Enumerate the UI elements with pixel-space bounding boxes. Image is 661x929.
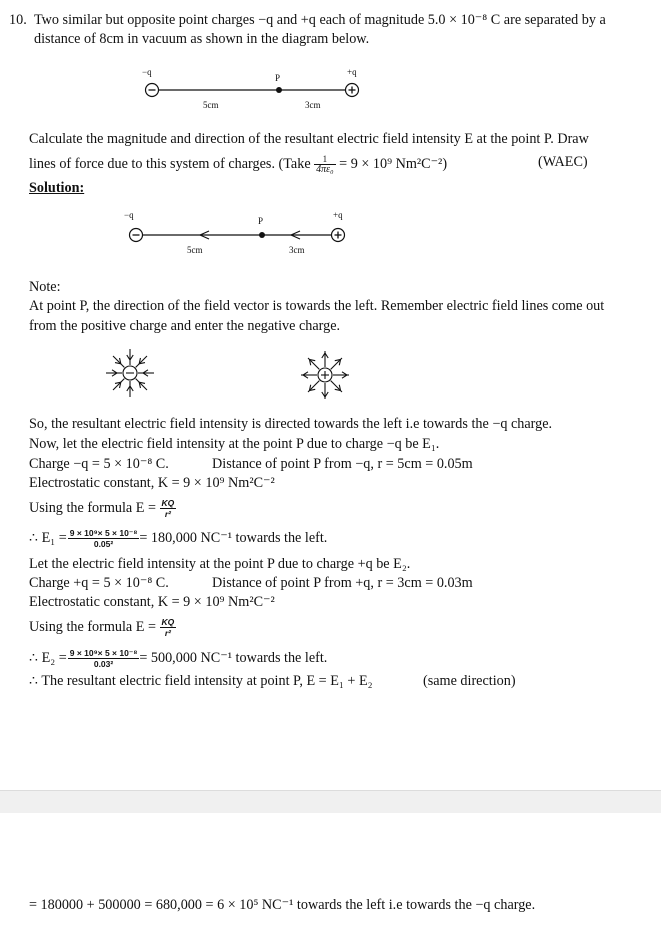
e1-denominator: 0.05² [93, 539, 114, 549]
note-line-2: from the positive charge and enter the negative charge. [29, 318, 341, 334]
diagram1-p-label: P [275, 73, 281, 83]
formula-numerator: KQ [161, 498, 175, 508]
diagram2-left-distance: 5cm [187, 245, 203, 255]
working-line-2: Now, let the electric field intensity at the point P due to charge −q be E₁. [29, 436, 440, 452]
e2-numerator: 9 × 10⁹× 5 × 10⁻⁸ [69, 648, 138, 658]
working-formula-2 [29, 617, 176, 638]
e1-fraction [68, 528, 140, 549]
question-source: (WAEC) [538, 154, 588, 170]
diagram-2 [130, 229, 345, 242]
constant-denominator: 4πε₀ [316, 164, 334, 175]
question-line-4-value: = 9 × 10⁹ Nm²C⁻²) [339, 155, 448, 172]
working-formula-1 [29, 498, 176, 519]
positive-charge-field-lines [301, 351, 349, 399]
question-line-1: Two similar but opposite point charges −q and +q each of magnitude 5.0 × 10⁻⁸ C are separated by a [34, 12, 606, 28]
diagram1-right-distance: 3cm [305, 100, 321, 110]
field-line [136, 379, 147, 390]
constant-fraction [314, 154, 335, 175]
working-line-7: Let the electric field intensity at the point P due to charge +q be E₂. [29, 556, 411, 572]
page-break [0, 790, 661, 813]
e1-prefix: ∴ E₁ = [29, 529, 67, 546]
formula-denominator: r² [164, 628, 171, 638]
e2-fraction [68, 648, 140, 669]
working-line-1: So, the resultant electric field intensity is directed towards the left i.e towards the −q charge. [29, 416, 553, 432]
diagram-1 [146, 84, 359, 97]
diagram1-neg-label: −q [142, 67, 152, 77]
working-e2 [29, 648, 327, 669]
formula-label: Using the formula E = [29, 499, 156, 516]
question-number: 10. [9, 12, 27, 28]
question-line-4-text: lines of force due to this system of charges. (Take [29, 155, 311, 172]
working-same-direction: (same direction) [423, 673, 516, 689]
formula-numerator: KQ [161, 617, 175, 627]
formula-denominator: r² [164, 509, 171, 519]
working-distance-2: Distance of point P from +q, r = 3cm = 0.03m [212, 575, 473, 591]
working-distance-1: Distance of point P from −q, r = 5cm = 0.05m [212, 456, 473, 472]
final-answer: = 180000 + 500000 = 680,000 = 6 × 10⁵ NC⁻¹ towards the left i.e towards the −q charge. [29, 897, 536, 913]
negative-charge-field-lines [106, 349, 154, 397]
working-charge-1: Charge −q = 5 × 10⁻⁸ C. [29, 456, 169, 472]
field-line [136, 356, 147, 367]
question-line-3: Calculate the magnitude and direction of the resultant electric field intensity E at the point P. Draw [29, 131, 589, 147]
diagram2-p-label: P [258, 216, 264, 226]
note-heading: Note: [29, 279, 61, 295]
diagram1-left-distance: 5cm [203, 100, 219, 110]
formula-fraction [160, 617, 177, 638]
e1-numerator: 9 × 10⁹× 5 × 10⁻⁸ [69, 528, 138, 538]
working-e1 [29, 528, 327, 549]
field-line [113, 356, 124, 367]
e2-result: = 500,000 NC⁻¹ towards the left. [139, 649, 328, 666]
constant-numerator: 1 [314, 154, 335, 165]
working-constant-2: Electrostatic constant, K = 9 × 10⁹ Nm²C⁻² [29, 594, 275, 610]
diagram2-right-distance: 3cm [289, 245, 305, 255]
point-p-dot [259, 232, 265, 238]
question-line-4 [29, 154, 447, 175]
working-constant-1: Electrostatic constant, K = 9 × 10⁹ Nm²C⁻² [29, 475, 275, 491]
formula-fraction [160, 498, 177, 519]
working-charge-2: Charge +q = 5 × 10⁻⁸ C. [29, 575, 169, 591]
point-p-dot [276, 87, 282, 93]
e2-denominator: 0.03² [93, 659, 114, 669]
working-resultant: ∴ The resultant electric field intensity at point P, E = E₁ + E₂ [29, 673, 373, 689]
diagram2-neg-label: −q [124, 210, 134, 220]
diagram1-pos-label: +q [347, 67, 357, 77]
e2-prefix: ∴ E₂ = [29, 649, 67, 666]
e1-result: = 180,000 NC⁻¹ towards the left. [139, 529, 328, 546]
question-line-2: distance of 8cm in vacuum as shown in the diagram below. [34, 31, 370, 47]
field-line [113, 379, 124, 390]
diagram2-pos-label: +q [333, 210, 343, 220]
solution-heading: Solution: [29, 180, 85, 196]
formula-label: Using the formula E = [29, 618, 156, 635]
note-line-1: At point P, the direction of the field vector is towards the left. Remember electric field lines come out [29, 298, 605, 314]
